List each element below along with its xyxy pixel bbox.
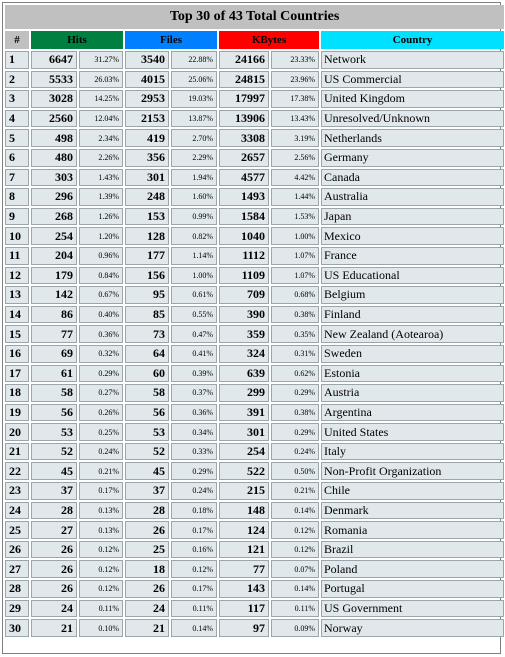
hits-percent: 0.17% [79, 482, 123, 500]
countries-table-frame [2, 2, 501, 654]
files-value: 45 [125, 462, 169, 480]
files-value: 18 [125, 560, 169, 578]
country-name: Estonia [321, 365, 504, 383]
files-percent: 2.70% [171, 129, 217, 147]
hits-value: 61 [31, 365, 77, 383]
hits-percent: 0.12% [79, 580, 123, 598]
country-name: Romania [321, 521, 504, 539]
kbytes-value: 254 [219, 443, 269, 461]
table-row [5, 482, 504, 500]
hits-percent: 0.67% [79, 286, 123, 304]
files-value: 419 [125, 129, 169, 147]
rank-cell: 12 [5, 267, 29, 285]
kbytes-value: 77 [219, 560, 269, 578]
hits-percent: 1.20% [79, 227, 123, 245]
kbytes-value: 1112 [219, 247, 269, 265]
hits-value: 45 [31, 462, 77, 480]
kbytes-value: 522 [219, 462, 269, 480]
kbytes-percent: 0.68% [271, 286, 319, 304]
table-row [5, 619, 504, 637]
table-row [5, 600, 504, 618]
rank-cell: 16 [5, 345, 29, 363]
rank-cell: 23 [5, 482, 29, 500]
rank-cell: 19 [5, 404, 29, 422]
files-percent: 0.24% [171, 482, 217, 500]
table-row [5, 404, 504, 422]
kbytes-percent: 2.56% [271, 149, 319, 167]
files-value: 25 [125, 541, 169, 559]
files-value: 21 [125, 619, 169, 637]
kbytes-percent: 13.43% [271, 110, 319, 128]
kbytes-value: 143 [219, 580, 269, 598]
hits-value: 2560 [31, 110, 77, 128]
hits-percent: 0.27% [79, 384, 123, 402]
kbytes-value: 121 [219, 541, 269, 559]
hits-percent: 0.25% [79, 423, 123, 441]
hits-value: 56 [31, 404, 77, 422]
hits-percent: 0.11% [79, 600, 123, 618]
files-percent: 0.29% [171, 462, 217, 480]
rank-cell: 3 [5, 90, 29, 108]
hits-value: 21 [31, 619, 77, 637]
table-row [5, 365, 504, 383]
files-percent: 1.00% [171, 267, 217, 285]
country-name: Mexico [321, 227, 504, 245]
files-percent: 0.99% [171, 208, 217, 226]
kbytes-percent: 3.19% [271, 129, 319, 147]
country-name: Australia [321, 188, 504, 206]
country-name: Italy [321, 443, 504, 461]
files-value: 2953 [125, 90, 169, 108]
kbytes-percent: 23.33% [271, 51, 319, 69]
files-percent: 0.82% [171, 227, 217, 245]
kbytes-percent: 0.35% [271, 325, 319, 343]
table-row [5, 443, 504, 461]
rank-cell: 18 [5, 384, 29, 402]
country-name: Norway [321, 619, 504, 637]
country-name: Austria [321, 384, 504, 402]
files-percent: 1.14% [171, 247, 217, 265]
kbytes-percent: 1.07% [271, 267, 319, 285]
hits-value: 86 [31, 306, 77, 324]
kbytes-value: 324 [219, 345, 269, 363]
hits-percent: 26.03% [79, 71, 123, 89]
files-percent: 0.11% [171, 600, 217, 618]
kbytes-percent: 0.14% [271, 502, 319, 520]
rank-cell: 15 [5, 325, 29, 343]
rank-cell: 13 [5, 286, 29, 304]
hits-percent: 1.43% [79, 169, 123, 187]
table-row [5, 423, 504, 441]
files-value: 248 [125, 188, 169, 206]
files-value: 24 [125, 600, 169, 618]
kbytes-value: 391 [219, 404, 269, 422]
files-percent: 0.17% [171, 580, 217, 598]
table-row [5, 227, 504, 245]
kbytes-value: 390 [219, 306, 269, 324]
hits-value: 69 [31, 345, 77, 363]
rank-cell: 10 [5, 227, 29, 245]
files-value: 177 [125, 247, 169, 265]
table-row [5, 560, 504, 578]
files-value: 28 [125, 502, 169, 520]
country-name: Non-Profit Organization [321, 462, 504, 480]
files-percent: 1.60% [171, 188, 217, 206]
files-percent: 0.36% [171, 404, 217, 422]
rank-cell: 29 [5, 600, 29, 618]
country-name: Germany [321, 149, 504, 167]
files-value: 26 [125, 580, 169, 598]
files-value: 301 [125, 169, 169, 187]
rank-cell: 17 [5, 365, 29, 383]
kbytes-percent: 1.44% [271, 188, 319, 206]
hits-value: 5533 [31, 71, 77, 89]
hits-percent: 2.26% [79, 149, 123, 167]
country-name: Denmark [321, 502, 504, 520]
files-value: 153 [125, 208, 169, 226]
table-row [5, 247, 504, 265]
files-value: 58 [125, 384, 169, 402]
hits-value: 3028 [31, 90, 77, 108]
country-name: United Kingdom [321, 90, 504, 108]
header-rank: # [5, 31, 29, 49]
kbytes-percent: 0.29% [271, 384, 319, 402]
kbytes-value: 24166 [219, 51, 269, 69]
files-percent: 0.18% [171, 502, 217, 520]
files-value: 37 [125, 482, 169, 500]
country-name: US Commercial [321, 71, 504, 89]
kbytes-percent: 0.12% [271, 541, 319, 559]
rank-cell: 30 [5, 619, 29, 637]
country-name: Sweden [321, 345, 504, 363]
header-hits: Hits [31, 31, 123, 49]
rank-cell: 27 [5, 560, 29, 578]
kbytes-value: 1040 [219, 227, 269, 245]
files-value: 3540 [125, 51, 169, 69]
hits-percent: 0.36% [79, 325, 123, 343]
table-row [5, 521, 504, 539]
hits-percent: 1.39% [79, 188, 123, 206]
rank-cell: 1 [5, 51, 29, 69]
files-percent: 25.06% [171, 71, 217, 89]
hits-percent: 2.34% [79, 129, 123, 147]
hits-value: 24 [31, 600, 77, 618]
country-name: Poland [321, 560, 504, 578]
kbytes-percent: 17.38% [271, 90, 319, 108]
kbytes-percent: 0.38% [271, 306, 319, 324]
hits-percent: 31.27% [79, 51, 123, 69]
files-value: 60 [125, 365, 169, 383]
hits-value: 268 [31, 208, 77, 226]
kbytes-value: 13906 [219, 110, 269, 128]
country-name: United States [321, 423, 504, 441]
hits-percent: 12.04% [79, 110, 123, 128]
files-percent: 0.17% [171, 521, 217, 539]
files-percent: 0.39% [171, 365, 217, 383]
table-row [5, 462, 504, 480]
files-percent: 2.29% [171, 149, 217, 167]
hits-value: 6647 [31, 51, 77, 69]
hits-percent: 0.40% [79, 306, 123, 324]
table-row [5, 169, 504, 187]
rank-cell: 25 [5, 521, 29, 539]
hits-value: 58 [31, 384, 77, 402]
table-row [5, 129, 504, 147]
hits-value: 296 [31, 188, 77, 206]
country-name: Finland [321, 306, 504, 324]
files-value: 56 [125, 404, 169, 422]
files-percent: 0.61% [171, 286, 217, 304]
table-title: Top 30 of 43 Total Countries [5, 5, 504, 29]
table-row [5, 345, 504, 363]
country-name: France [321, 247, 504, 265]
files-value: 52 [125, 443, 169, 461]
kbytes-percent: 0.07% [271, 560, 319, 578]
table-row [5, 208, 504, 226]
kbytes-value: 3308 [219, 129, 269, 147]
hits-value: 27 [31, 521, 77, 539]
files-percent: 0.47% [171, 325, 217, 343]
kbytes-percent: 0.21% [271, 482, 319, 500]
rank-cell: 4 [5, 110, 29, 128]
kbytes-value: 215 [219, 482, 269, 500]
kbytes-value: 1109 [219, 267, 269, 285]
kbytes-value: 2657 [219, 149, 269, 167]
countries-table [3, 3, 505, 639]
kbytes-percent: 1.53% [271, 208, 319, 226]
kbytes-value: 117 [219, 600, 269, 618]
header-files: Files [125, 31, 217, 49]
hits-value: 498 [31, 129, 77, 147]
hits-value: 37 [31, 482, 77, 500]
kbytes-percent: 0.29% [271, 423, 319, 441]
hits-percent: 0.12% [79, 541, 123, 559]
files-percent: 0.34% [171, 423, 217, 441]
country-name: Unresolved/Unknown [321, 110, 504, 128]
rank-cell: 26 [5, 541, 29, 559]
rank-cell: 11 [5, 247, 29, 265]
files-percent: 0.14% [171, 619, 217, 637]
files-value: 85 [125, 306, 169, 324]
files-value: 356 [125, 149, 169, 167]
hits-percent: 0.29% [79, 365, 123, 383]
hits-value: 204 [31, 247, 77, 265]
files-percent: 22.88% [171, 51, 217, 69]
files-percent: 0.16% [171, 541, 217, 559]
hits-percent: 0.13% [79, 521, 123, 539]
hits-value: 26 [31, 541, 77, 559]
files-percent: 0.55% [171, 306, 217, 324]
country-name: New Zealand (Aotearoa) [321, 325, 504, 343]
hits-value: 179 [31, 267, 77, 285]
hits-percent: 0.24% [79, 443, 123, 461]
hits-percent: 0.12% [79, 560, 123, 578]
hits-value: 254 [31, 227, 77, 245]
files-percent: 0.33% [171, 443, 217, 461]
rank-cell: 5 [5, 129, 29, 147]
kbytes-value: 639 [219, 365, 269, 383]
country-name: Argentina [321, 404, 504, 422]
files-value: 156 [125, 267, 169, 285]
rank-cell: 7 [5, 169, 29, 187]
kbytes-percent: 0.24% [271, 443, 319, 461]
country-name: Canada [321, 169, 504, 187]
kbytes-value: 148 [219, 502, 269, 520]
table-body [5, 51, 504, 637]
hits-percent: 0.26% [79, 404, 123, 422]
kbytes-value: 124 [219, 521, 269, 539]
files-percent: 19.03% [171, 90, 217, 108]
country-name: Brazil [321, 541, 504, 559]
country-name: Belgium [321, 286, 504, 304]
rank-cell: 20 [5, 423, 29, 441]
hits-value: 480 [31, 149, 77, 167]
files-value: 53 [125, 423, 169, 441]
country-name: US Educational [321, 267, 504, 285]
kbytes-percent: 0.62% [271, 365, 319, 383]
country-name: Netherlands [321, 129, 504, 147]
hits-percent: 0.32% [79, 345, 123, 363]
table-row [5, 325, 504, 343]
kbytes-value: 709 [219, 286, 269, 304]
country-name: Network [321, 51, 504, 69]
hits-percent: 0.21% [79, 462, 123, 480]
table-row [5, 384, 504, 402]
hits-percent: 0.13% [79, 502, 123, 520]
hits-value: 28 [31, 502, 77, 520]
table-row [5, 71, 504, 89]
files-value: 73 [125, 325, 169, 343]
files-percent: 13.87% [171, 110, 217, 128]
table-row [5, 188, 504, 206]
hits-percent: 0.10% [79, 619, 123, 637]
kbytes-percent: 0.31% [271, 345, 319, 363]
rank-cell: 24 [5, 502, 29, 520]
files-value: 128 [125, 227, 169, 245]
table-row [5, 51, 504, 69]
rank-cell: 8 [5, 188, 29, 206]
rank-cell: 22 [5, 462, 29, 480]
kbytes-percent: 0.14% [271, 580, 319, 598]
kbytes-percent: 1.00% [271, 227, 319, 245]
kbytes-value: 299 [219, 384, 269, 402]
files-value: 2153 [125, 110, 169, 128]
header-kbytes: KBytes [219, 31, 319, 49]
hits-percent: 14.25% [79, 90, 123, 108]
kbytes-value: 17997 [219, 90, 269, 108]
rank-cell: 14 [5, 306, 29, 324]
hits-value: 303 [31, 169, 77, 187]
hits-value: 142 [31, 286, 77, 304]
kbytes-percent: 4.42% [271, 169, 319, 187]
files-percent: 0.37% [171, 384, 217, 402]
table-row [5, 306, 504, 324]
table-row [5, 502, 504, 520]
rank-cell: 21 [5, 443, 29, 461]
kbytes-value: 359 [219, 325, 269, 343]
table-row [5, 267, 504, 285]
hits-value: 26 [31, 580, 77, 598]
kbytes-percent: 0.09% [271, 619, 319, 637]
table-row [5, 110, 504, 128]
hits-percent: 0.84% [79, 267, 123, 285]
files-value: 26 [125, 521, 169, 539]
kbytes-value: 301 [219, 423, 269, 441]
country-name: US Government [321, 600, 504, 618]
table-row [5, 541, 504, 559]
kbytes-percent: 1.07% [271, 247, 319, 265]
country-name: Chile [321, 482, 504, 500]
header-country: Country [321, 31, 504, 49]
files-percent: 0.41% [171, 345, 217, 363]
hits-value: 77 [31, 325, 77, 343]
kbytes-value: 24815 [219, 71, 269, 89]
rank-cell: 28 [5, 580, 29, 598]
table-row [5, 580, 504, 598]
files-percent: 1.94% [171, 169, 217, 187]
hits-percent: 1.26% [79, 208, 123, 226]
rank-cell: 9 [5, 208, 29, 226]
table-row [5, 286, 504, 304]
kbytes-value: 1584 [219, 208, 269, 226]
files-value: 95 [125, 286, 169, 304]
rank-cell: 2 [5, 71, 29, 89]
files-value: 64 [125, 345, 169, 363]
kbytes-percent: 23.96% [271, 71, 319, 89]
country-name: Portugal [321, 580, 504, 598]
country-name: Japan [321, 208, 504, 226]
kbytes-value: 4577 [219, 169, 269, 187]
kbytes-percent: 0.50% [271, 462, 319, 480]
hits-value: 26 [31, 560, 77, 578]
kbytes-value: 1493 [219, 188, 269, 206]
hits-value: 52 [31, 443, 77, 461]
hits-value: 53 [31, 423, 77, 441]
kbytes-percent: 0.11% [271, 600, 319, 618]
table-row [5, 90, 504, 108]
kbytes-percent: 0.38% [271, 404, 319, 422]
files-value: 4015 [125, 71, 169, 89]
table-row [5, 149, 504, 167]
files-percent: 0.12% [171, 560, 217, 578]
kbytes-percent: 0.12% [271, 521, 319, 539]
hits-percent: 0.96% [79, 247, 123, 265]
rank-cell: 6 [5, 149, 29, 167]
kbytes-value: 97 [219, 619, 269, 637]
